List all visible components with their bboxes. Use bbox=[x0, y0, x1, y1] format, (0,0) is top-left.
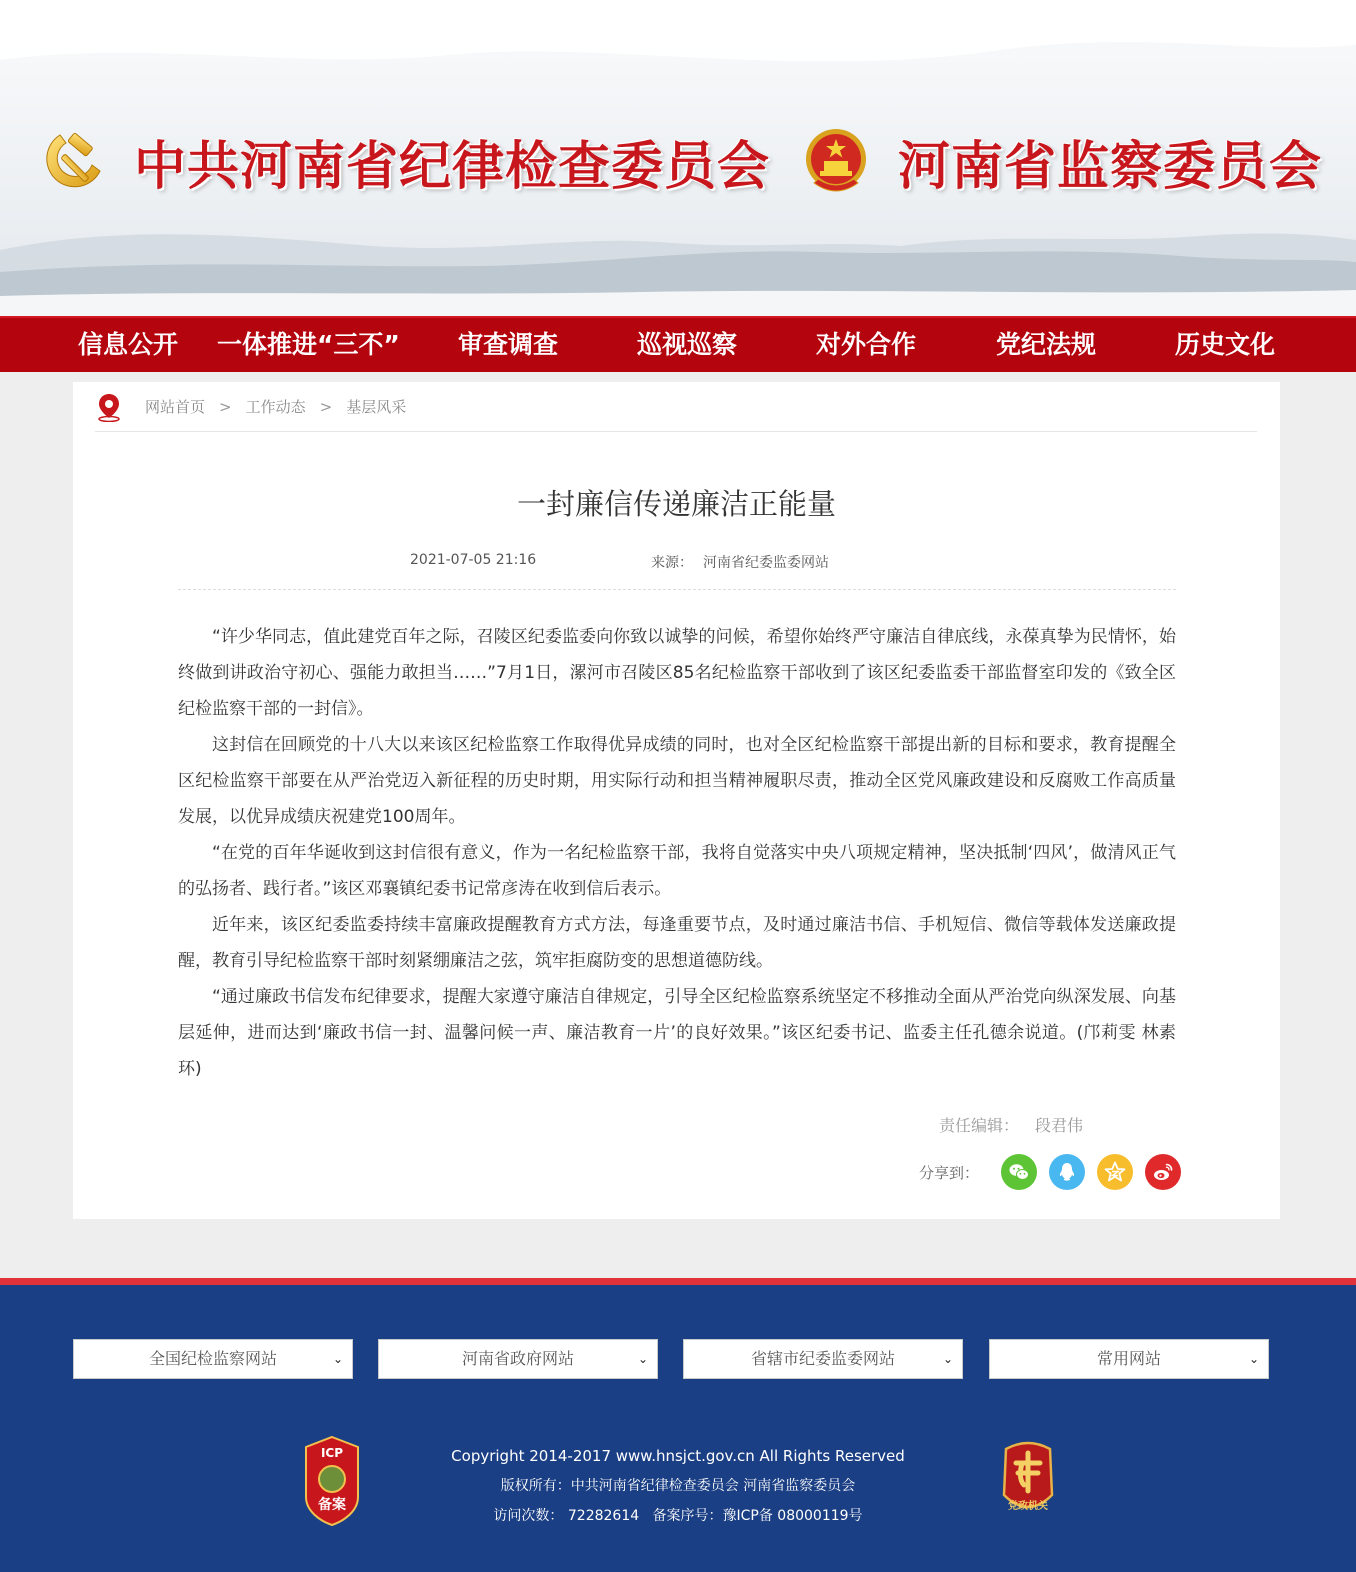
national-emblem-icon bbox=[800, 125, 872, 197]
select-value: 省辖市纪委监委网站 bbox=[750, 1349, 895, 1368]
share-bar bbox=[919, 1154, 1193, 1190]
select-value: 河南省政府网站 bbox=[461, 1349, 574, 1368]
chevron-down-icon: ⌄ bbox=[332, 1352, 343, 1366]
weibo-icon bbox=[1151, 1160, 1175, 1184]
breadcrumb-separator: > bbox=[219, 397, 232, 416]
main-nav bbox=[0, 316, 1356, 372]
gov-badge-text: 党政机关 bbox=[1008, 1501, 1048, 1512]
article-paragraph: 这封信在回顾党的十八大以来该区纪检监察工作取得优异成绩的同时，也对全区纪检监察干部提出新的目标和要求，教育提醒全区纪检监察干部要在从严治党迈入新征程的历史时期，用实际行动和担当精神履职尽责，推动全区党风廉政建设和反腐败工作高质量发展，以优异成绩庆祝建党100周年。 bbox=[178, 735, 1176, 827]
copyright-block bbox=[0, 1441, 1356, 1531]
footer bbox=[0, 1278, 1356, 1572]
nav-item-inspection[interactable]: 巡视巡察 bbox=[637, 330, 738, 359]
copyright-text: Copyright 2014-2017 www.hnsjct.gov.cn All Rights Reserved bbox=[451, 1447, 905, 1465]
breadcrumb-separator: > bbox=[319, 397, 333, 416]
chevron-down-icon: ⌄ bbox=[1248, 1352, 1259, 1366]
chevron-down-icon: ⌄ bbox=[942, 1352, 953, 1366]
icp-badge-bottom-text: 备案 bbox=[318, 1497, 346, 1513]
article-card bbox=[73, 382, 1280, 1219]
responsible-editor bbox=[939, 1113, 1083, 1136]
share-label: 分享到： bbox=[919, 1163, 980, 1182]
select-provincial-gov-sites[interactable] bbox=[378, 1339, 658, 1379]
breadcrumb-work-news[interactable]: 工作动态 bbox=[245, 398, 306, 416]
article-body bbox=[178, 619, 1176, 1087]
chevron-down-icon: ⌄ bbox=[637, 1352, 648, 1366]
nav-item-info-disclosure[interactable]: 信息公开 bbox=[78, 330, 179, 359]
nav-item-investigation[interactable]: 审查调查 bbox=[458, 330, 559, 359]
party-emblem-icon bbox=[38, 125, 110, 197]
breadcrumb-home[interactable]: 网站首页 bbox=[145, 398, 206, 416]
icp-label: 备案序号： bbox=[652, 1508, 723, 1524]
nav-item-cooperation[interactable]: 对外合作 bbox=[816, 330, 917, 359]
location-pin-icon bbox=[95, 392, 123, 422]
qzone-icon bbox=[1103, 1160, 1127, 1184]
share-wechat-button[interactable] bbox=[1001, 1154, 1037, 1190]
stats-line bbox=[0, 1501, 1356, 1531]
header-banner bbox=[0, 0, 1356, 316]
divider bbox=[178, 589, 1176, 590]
wechat-icon bbox=[1007, 1160, 1031, 1184]
article-date: 2021-07-05 21:16 bbox=[410, 552, 537, 568]
brand-left bbox=[38, 116, 770, 206]
icp-number[interactable]: 豫ICP备 08000119号 bbox=[722, 1508, 863, 1524]
select-value: 常用网站 bbox=[1096, 1349, 1161, 1368]
breadcrumb-grassroots[interactable]: 基层风采 bbox=[346, 398, 407, 416]
brand-right bbox=[800, 116, 1322, 206]
select-value: 全国纪检监察网站 bbox=[148, 1349, 277, 1368]
left-site-title: 中共河南省纪律检查委员会 bbox=[134, 135, 771, 197]
icp-badge-top-text: ICP bbox=[320, 1446, 344, 1460]
nav-item-three-no[interactable]: 一体推进“三不” bbox=[217, 330, 400, 359]
right-site-title: 河南省监察委员会 bbox=[898, 135, 1323, 197]
article-source bbox=[651, 552, 829, 572]
select-national-sites[interactable] bbox=[73, 1339, 353, 1379]
article-paragraph: “许少华同志，值此建党百年之际，召陵区纪委监委向你致以诚挚的问候，希望你始终严守廉洁自律底线，永葆真挚为民情怀，始终做到讲政治守初心、强能力敢担当……”7月1日，漯河市召陵区85名纪检监察干部收到了该区纪委监委干部监督室印发的《致全区纪检监察干部的一封信》。 bbox=[178, 627, 1176, 719]
share-qq-button[interactable] bbox=[1049, 1154, 1085, 1190]
share-qzone-button[interactable] bbox=[1097, 1154, 1133, 1190]
nav-item-history[interactable]: 历史文化 bbox=[1175, 330, 1276, 359]
breadcrumb bbox=[95, 382, 1257, 432]
article-paragraph: “通过廉政书信发布纪律要求，提醒大家遵守廉洁自律规定，引导全区纪检监察系统坚定不移推动全面从严治党向纵深发展、向基层延伸，进而达到‘廉政书信一封、温馨问候一声、廉洁教育一片’的良好效果。”该区纪委书记、监委主任孔德余说道。(邝莉雯 林素环) bbox=[178, 987, 1176, 1079]
editor-name: 段君伟 bbox=[1035, 1116, 1084, 1135]
share-weibo-button[interactable] bbox=[1145, 1154, 1181, 1190]
article-paragraph: “在党的百年华诞收到这封信很有意义，作为一名纪检监察干部，我将自觉落实中央八项规定精神，坚决抵制‘四风’，做清风正气的弘扬者、践行者。”该区邓襄镇纪委书记常彦涛在收到信后表示。 bbox=[178, 843, 1176, 899]
select-common-sites[interactable] bbox=[989, 1339, 1269, 1379]
visits-label: 访问次数： bbox=[493, 1508, 564, 1524]
owner-text: 版权所有：中共河南省纪律检查委员会 河南省监察委员会 bbox=[500, 1478, 856, 1494]
editor-label: 责任编辑： bbox=[939, 1116, 1020, 1135]
select-city-sites[interactable] bbox=[683, 1339, 963, 1379]
article-paragraph: 近年来，该区纪委监委持续丰富廉政提醒教育方式方法，每逢重要节点，及时通过廉洁书信、手机短信、微信等载体发送廉政提醒，教育引导纪检监察干部时刻紧绷廉洁之弦，筑牢拒腐防变的思想道德防线。 bbox=[178, 915, 1176, 971]
source-value: 河南省纪委监委网站 bbox=[703, 555, 829, 571]
source-label: 来源： bbox=[651, 555, 693, 571]
gov-agency-badge-icon[interactable] bbox=[996, 1435, 1060, 1527]
visits-count: 72282614 bbox=[567, 1508, 640, 1524]
qq-icon bbox=[1055, 1160, 1079, 1184]
nav-item-regulations[interactable]: 党纪法规 bbox=[996, 330, 1097, 359]
article-title: 一封廉信传递廉洁正能量 bbox=[516, 487, 836, 521]
